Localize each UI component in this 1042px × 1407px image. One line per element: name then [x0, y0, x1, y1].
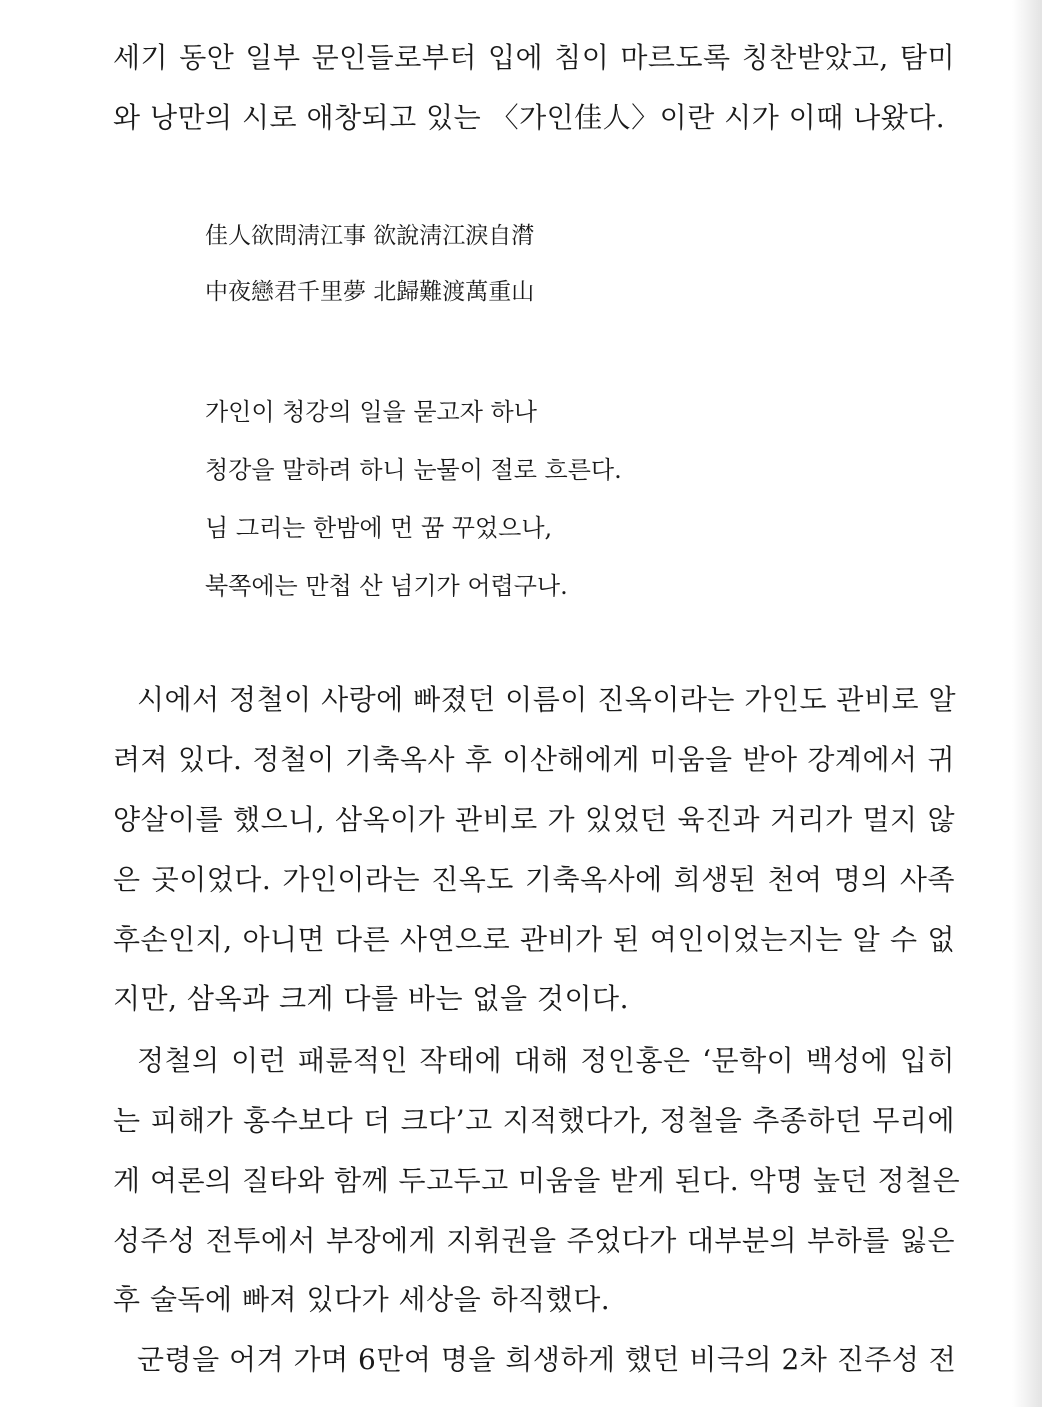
paragraph-line: 는 피해가 홍수보다 더 크다’고 지적했다가, 정철을 추종하던 무리에: [113, 1104, 955, 1137]
paragraph-line: 군령을 어겨 가며 6만여 명을 희생하게 했던 비극의 2차 진주성 전: [137, 1343, 957, 1376]
page-edge-shadow: [1012, 0, 1042, 1407]
paragraph-line: 성주성 전투에서 부장에게 지휘권을 주었다가 대부분의 부하를 잃은: [113, 1224, 955, 1257]
paragraph-line: 은 곳이었다. 가인이라는 진옥도 기축옥사에 희생된 천여 명의 사족: [113, 863, 955, 896]
poem-hanja-line: 佳人欲問淸江事 欲說淸江淚自潸: [205, 223, 535, 249]
intro-line: 세기 동안 일부 문인들로부터 입에 침이 마르도록 칭찬받았고, 탐미: [113, 41, 955, 74]
paragraph-line: 시에서 정철이 사랑에 빠졌던 이름이 진옥이라는 가인도 관비로 알: [137, 683, 957, 716]
poem-korean-line: 북쪽에는 만첩 산 넘기가 어렵구나.: [205, 572, 568, 600]
poem-korean-line: 님 그리는 한밤에 먼 꿈 꾸었으나,: [205, 514, 553, 542]
paragraph-line: 후 술독에 빠져 있다가 세상을 하직했다.: [113, 1283, 611, 1316]
intro-line: 와 낭만의 시로 애창되고 있는 〈가인佳人〉이란 시가 이때 나왔다.: [113, 101, 946, 134]
paragraph-line: 정철의 이런 패륜적인 작태에 대해 정인홍은 ‘문학이 백성에 입히: [137, 1044, 955, 1077]
paragraph-line: 후손인지, 아니면 다른 사연으로 관비가 된 여인이었는지는 알 수 없: [113, 923, 955, 956]
paragraph-line: 게 여론의 질타와 함께 두고두고 미움을 받게 된다. 악명 높던 정철은: [113, 1164, 961, 1197]
poem-korean-line: 청강을 말하려 하니 눈물이 절로 흐른다.: [205, 456, 622, 484]
poem-hanja-line: 中夜戀君千里夢 北歸難渡萬重山: [205, 279, 535, 305]
poem-korean-line: 가인이 청강의 일을 묻고자 하나: [205, 398, 537, 426]
paragraph-line: 지만, 삼옥과 크게 다를 바는 없을 것이다.: [113, 982, 629, 1015]
paragraph-line: 려져 있다. 정철이 기축옥사 후 이산해에게 미움을 받아 강계에서 귀: [113, 743, 955, 776]
paragraph-line: 양살이를 했으니, 삼옥이가 관비로 가 있었던 육진과 거리가 멀지 않: [113, 803, 955, 836]
